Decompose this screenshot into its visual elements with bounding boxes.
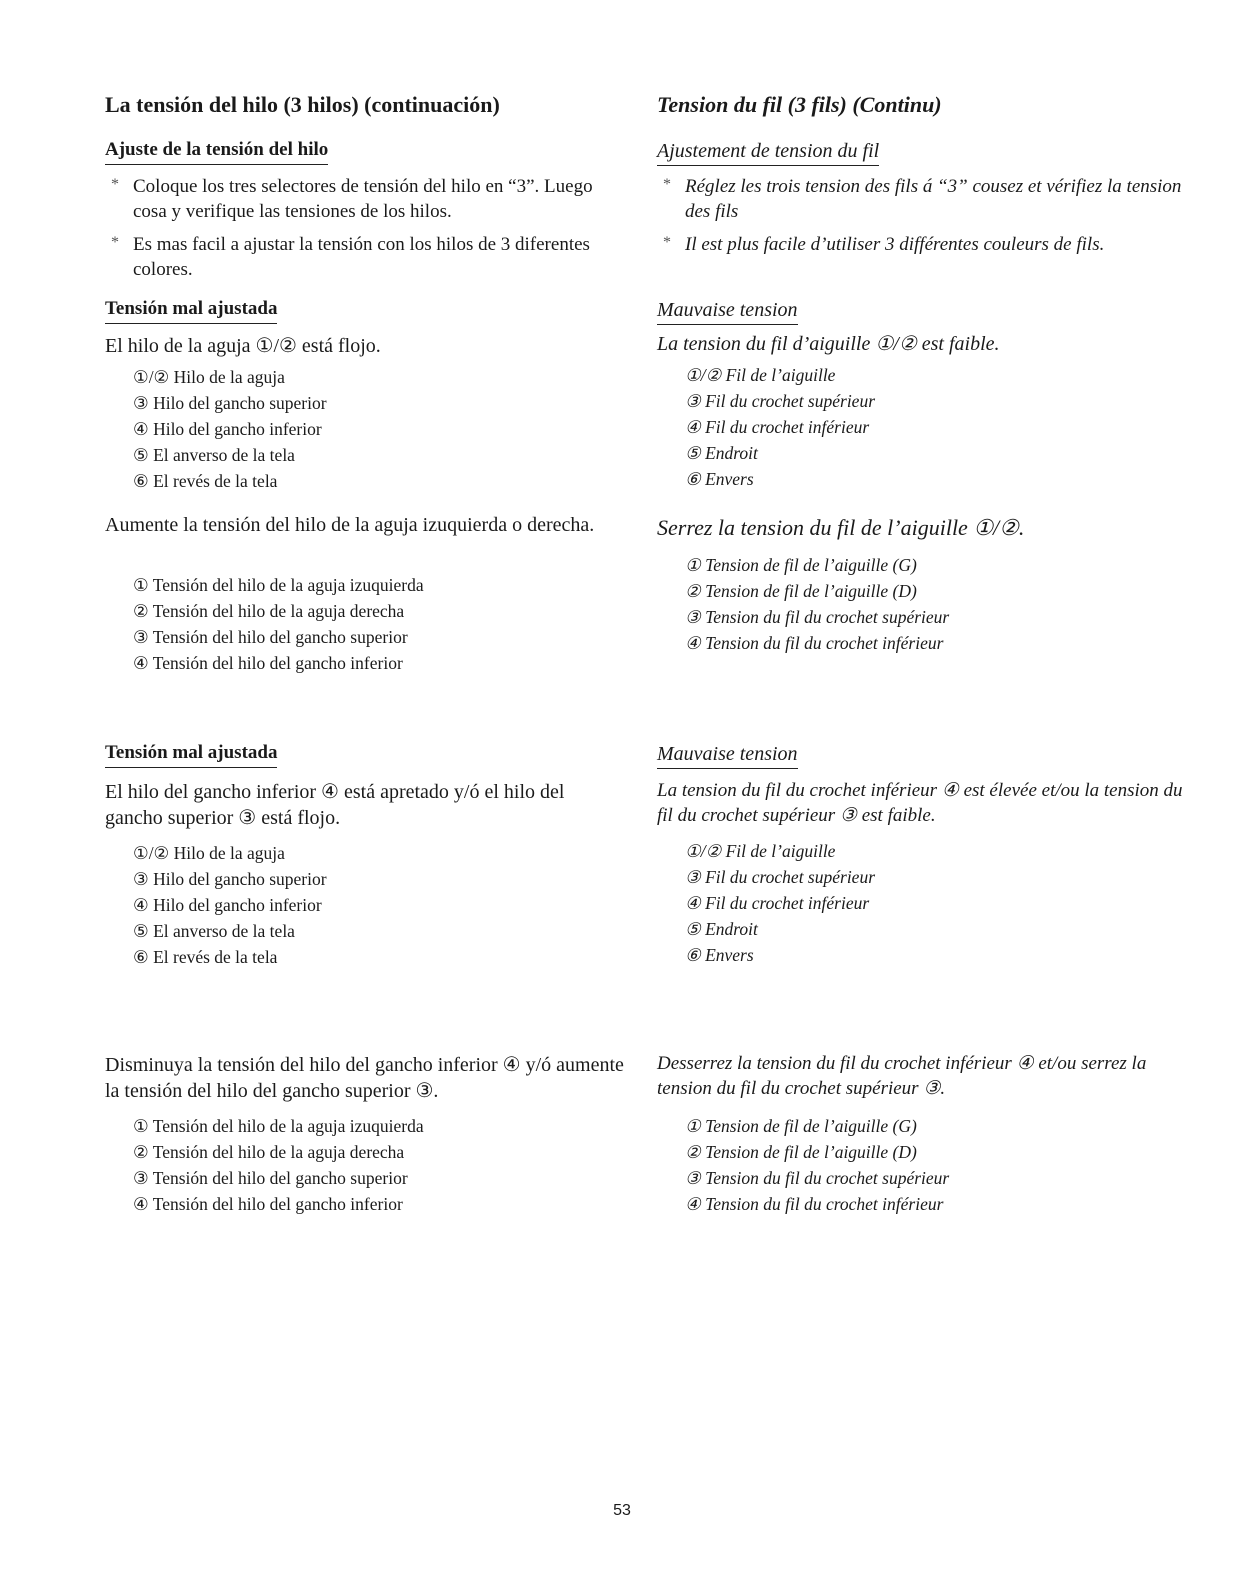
list-item: ③ Tension du fil du crochet supérieur bbox=[685, 1168, 950, 1188]
french-section1-heading: Mauvaise tension bbox=[657, 298, 798, 325]
list-item: ② Tensión del hilo de la aguja derecha bbox=[133, 1142, 405, 1162]
list-item: ② Tension de fil de l’aiguille (D) bbox=[685, 1142, 917, 1162]
spanish-section2-description: El hilo del gancho inferior ④ está apretado y/ó el hilo del gancho superior ③ está flojo. bbox=[105, 781, 565, 829]
asterisk-bullet-icon: * bbox=[663, 176, 671, 193]
list-item: ⑥ El revés de la tela bbox=[133, 471, 278, 491]
list-item: ③ Fil du crochet supérieur bbox=[685, 867, 876, 887]
french-section1-description: La tension du fil d’aiguille ①/② est faible. bbox=[657, 333, 1000, 355]
list-item: ① Tension de fil de l’aiguille (G) bbox=[685, 555, 917, 575]
french-section1-dial-legend bbox=[657, 552, 1215, 656]
french-section2-heading: Mauvaise tension bbox=[657, 742, 798, 769]
french-section2-dial-legend bbox=[657, 1113, 1215, 1217]
list-item: ①/② Fil de l’aiguille bbox=[685, 365, 836, 385]
french-s1-heading-wrap bbox=[657, 298, 1187, 325]
french-adjust-heading: Ajustement de tension du fil bbox=[657, 139, 879, 166]
spanish-section1-fix: Aumente la tensión del hilo de la aguja izuquierda o derecha. bbox=[105, 514, 595, 536]
list-item: * Es mas facil a ajustar la tensión con los hilos de 3 diferentes colores. bbox=[111, 234, 590, 281]
list-item: ⑤ Endroit bbox=[685, 919, 758, 939]
spanish-section2-thread-legend bbox=[105, 840, 653, 970]
list-item: ⑥ Envers bbox=[685, 469, 754, 489]
french-section2-thread-legend bbox=[657, 838, 1215, 968]
french-section1-fix: Serrez la tension du fil de l’aiguille ①/②. bbox=[657, 515, 1025, 540]
list-item: ④ Fil du crochet inférieur bbox=[685, 893, 870, 913]
spanish-s1-heading-wrap bbox=[105, 298, 625, 324]
list-item: ① Tensión del hilo de la aguja izuquierda bbox=[133, 1116, 424, 1136]
list-item: ④ Tension du fil du crochet inférieur bbox=[685, 1194, 944, 1214]
list-item: ③ Tension du fil du crochet supérieur bbox=[685, 607, 950, 627]
list-item: ③ Hilo del gancho superior bbox=[133, 869, 327, 889]
asterisk-bullet-icon: * bbox=[111, 234, 119, 252]
list-item: ①/② Fil de l’aiguille bbox=[685, 841, 836, 861]
list-item: ③ Tensión del hilo del gancho superior bbox=[133, 627, 408, 647]
list-item: ① Tension de fil de l’aiguille (G) bbox=[685, 1116, 917, 1136]
list-item: ④ Hilo del gancho inferior bbox=[133, 895, 322, 915]
list-item: * Il est plus facile d’utiliser 3 différentes couleurs de fils. bbox=[663, 234, 1105, 256]
spanish-section1-heading: Tensión mal ajustada bbox=[105, 298, 277, 324]
list-item: ①/② Hilo de la aguja bbox=[133, 367, 285, 387]
list-item: ④ Tensión del hilo del gancho inferior bbox=[133, 1194, 403, 1214]
spanish-section2-heading: Tensión mal ajustada bbox=[105, 742, 277, 768]
list-item: ④ Hilo del gancho inferior bbox=[133, 419, 322, 439]
spanish-section2-dial-legend bbox=[105, 1113, 653, 1217]
spanish-bullet-list bbox=[105, 174, 625, 290]
french-section2-description: La tension du fil du crochet inférieur ④ est élevée et/ou la tension du fil du crochet supérieur ③ est faible. bbox=[657, 780, 1183, 826]
list-item: * Réglez les trois tension des fils á “3” cousez et vérifiez la tension des fils bbox=[663, 176, 1182, 223]
spanish-adjust-heading: Ajuste de la tensión del hilo bbox=[105, 139, 328, 165]
list-item: ⑤ El anverso de la tela bbox=[133, 445, 295, 465]
list-item: ② Tension de fil de l’aiguille (D) bbox=[685, 581, 917, 601]
spanish-section1-dial-legend bbox=[105, 572, 653, 676]
french-section2-fix: Desserrez la tension du fil du crochet inférieur ④ et/ou serrez la tension du fil du crochet supérieur ③. bbox=[657, 1053, 1147, 1099]
spanish-section1-thread-legend bbox=[105, 364, 653, 494]
french-s2-heading-wrap bbox=[657, 742, 1187, 769]
list-item: ④ Fil du crochet inférieur bbox=[685, 417, 870, 437]
spanish-page-title: La tensión del hilo (3 hilos) (continuación) bbox=[105, 92, 500, 117]
list-item: ⑤ El anverso de la tela bbox=[133, 921, 295, 941]
spanish-adjust-heading-wrap bbox=[105, 139, 625, 165]
french-section1-thread-legend bbox=[657, 362, 1215, 492]
asterisk-bullet-icon: * bbox=[111, 176, 119, 193]
list-item: ① Tensión del hilo de la aguja izuquierda bbox=[133, 575, 424, 595]
list-item: ⑤ Endroit bbox=[685, 443, 758, 463]
page-number: 53 bbox=[613, 1502, 631, 1519]
spanish-section2-fix: Disminuya la tensión del hilo del gancho inferior ④ y/ó aumente la tensión del hilo del gancho superior ③. bbox=[105, 1054, 624, 1102]
list-item: ①/② Hilo de la aguja bbox=[133, 843, 285, 863]
list-item: * Coloque los tres selectores de tensión del hilo en “3”. Luego cosa y verifique las tensiones de los hilos. bbox=[111, 176, 593, 223]
spanish-s2-heading-wrap bbox=[105, 742, 625, 768]
french-bullet-list bbox=[657, 174, 1187, 265]
list-item: ③ Tensión del hilo del gancho superior bbox=[133, 1168, 408, 1188]
french-adjust-heading-wrap bbox=[657, 139, 1187, 166]
list-item: ④ Tensión del hilo del gancho inferior bbox=[133, 653, 403, 673]
spanish-section1-description: El hilo de la aguja ①/② está flojo. bbox=[105, 335, 381, 357]
list-item: ⑥ Envers bbox=[685, 945, 754, 965]
list-item: ⑥ El revés de la tela bbox=[133, 947, 278, 967]
list-item: ④ Tension du fil du crochet inférieur bbox=[685, 633, 944, 653]
list-item: ③ Fil du crochet supérieur bbox=[685, 391, 876, 411]
asterisk-bullet-icon: * bbox=[663, 234, 671, 252]
list-item: ③ Hilo del gancho superior bbox=[133, 393, 327, 413]
list-item: ② Tensión del hilo de la aguja derecha bbox=[133, 601, 405, 621]
french-page-title: Tension du fil (3 fils) (Continu) bbox=[657, 92, 942, 117]
